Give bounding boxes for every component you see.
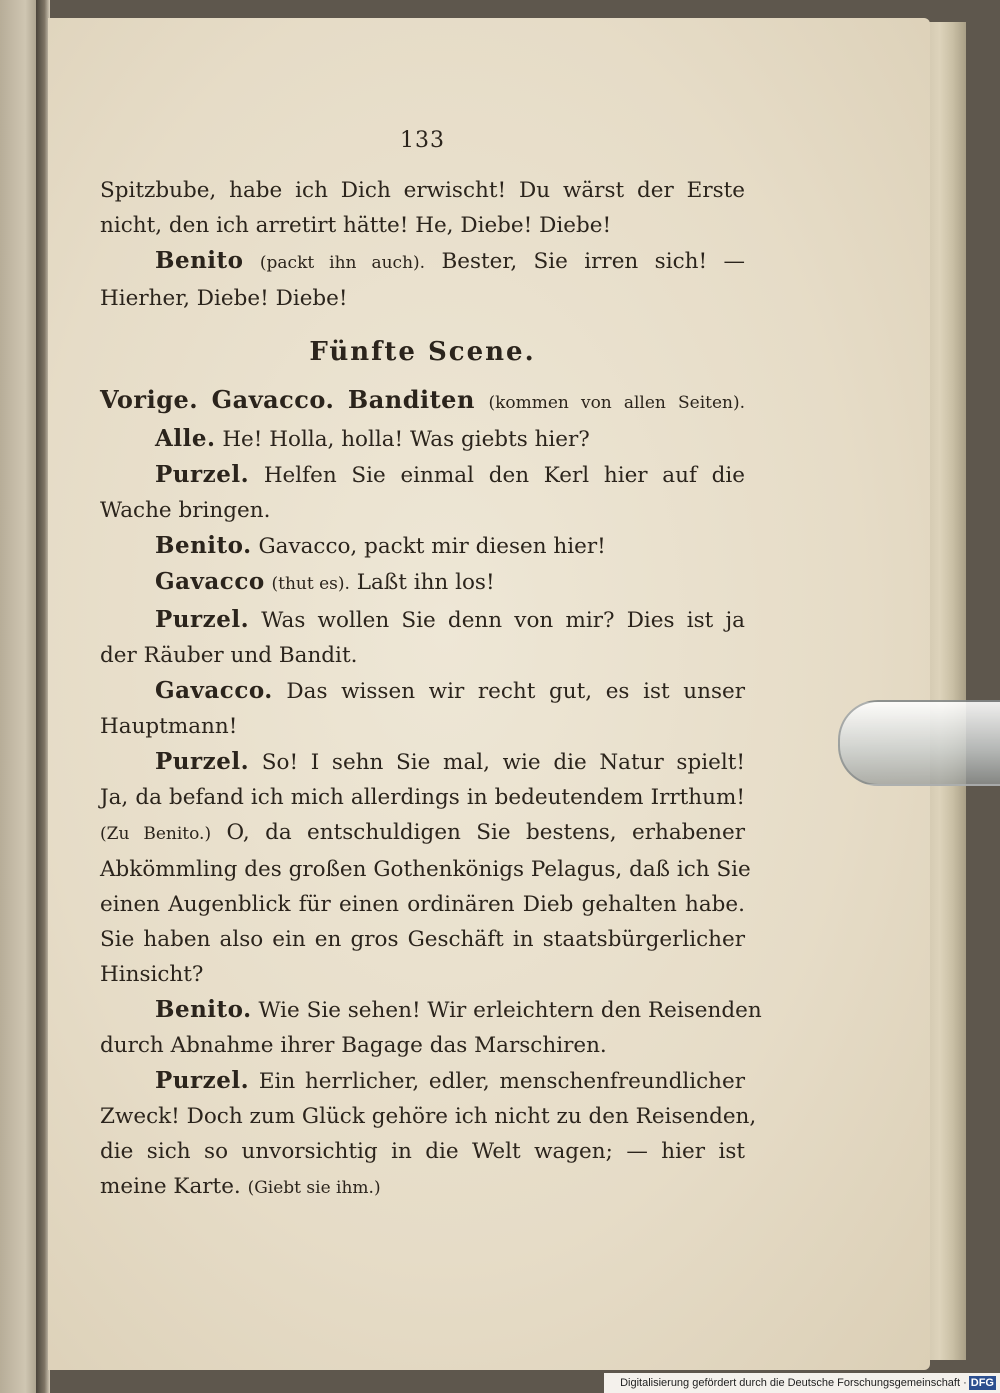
stage-direction: (thut es).: [271, 574, 350, 594]
speaker-name: Gavacco.: [155, 677, 273, 704]
page-text: [100, 128, 762, 1206]
dialogue-text: Hauptmann!: [100, 714, 238, 739]
speech-line: [100, 528, 745, 564]
speech-line: [100, 564, 745, 602]
stage-direction: (Zu Benito.): [100, 824, 212, 844]
speaker-name: Gavacco: [155, 568, 265, 595]
text-line: [100, 493, 745, 528]
dfg-logo: DFG: [970, 1377, 994, 1389]
text-line: [100, 1028, 745, 1063]
footer-credit: [604, 1373, 1000, 1393]
dialogue-text: Bester, Sie irren sich! —: [441, 249, 746, 274]
dialogue-text: Ein herrlicher, edler, menschenfreundlicher: [258, 1069, 745, 1094]
dialogue-text: durch Abnahme ihrer Bagage das Marschiren.: [100, 1033, 607, 1058]
dialogue-text: So! I sehn Sie mal, wie die Natur spielt!: [261, 750, 745, 775]
speech-line: [100, 421, 745, 457]
dialogue-text: Zweck! Doch zum Glück gehöre ich nicht zu den Reisenden,: [100, 1104, 757, 1129]
dialogue-text: nicht, den ich arretirt hätte! He, Diebe! Diebe!: [100, 213, 612, 238]
speech-line: [100, 457, 745, 493]
dialogue-text: der Räuber und Bandit.: [100, 643, 358, 668]
speech-line: [100, 602, 745, 638]
dialogue-text: Hierher, Diebe! Diebe!: [100, 286, 348, 311]
speech-line: [100, 673, 745, 709]
cast-name: Vorige.: [100, 385, 199, 414]
dialogue-text: einen Augenblick für einen ordinären Dieb gehalten habe.: [100, 892, 745, 917]
text-line: [100, 815, 745, 852]
text-line: [100, 887, 745, 922]
dialogue-text: Das wissen wir recht gut, es ist unser: [286, 679, 745, 704]
dialogue-text: Laßt ihn los!: [356, 570, 495, 595]
text-line: [100, 281, 745, 316]
speaker-name: Purzel.: [155, 1067, 250, 1094]
text-line: [100, 957, 745, 992]
speaker-name: Benito: [155, 247, 244, 274]
text-line: [100, 208, 745, 243]
cast-name: Banditen: [347, 385, 475, 414]
text-line: [100, 1134, 745, 1169]
stage-direction: (Giebt sie ihm.): [247, 1178, 381, 1198]
dialogue-text: Sie haben also ein en gros Geschäft in staatsbürgerlicher: [100, 927, 745, 952]
cast-name: Gavacco.: [211, 385, 335, 414]
dialogue-text: Wache bringen.: [100, 498, 271, 523]
dialogue-text: He! Holla, holla! Was giebts hier?: [222, 427, 590, 452]
speaker-name: Purzel.: [155, 461, 250, 488]
text-line: [100, 1169, 745, 1206]
text-line: [100, 173, 745, 208]
speaker-name: Benito.: [155, 532, 252, 559]
speech-line: [100, 992, 762, 1028]
dialogue-text: Ja, da befand ich mich allerdings in bedeutendem Irrthum!: [100, 785, 745, 810]
page-marker-tab: [838, 700, 1000, 786]
dialogue-text: Gavacco, packt mir diesen hier!: [258, 534, 606, 559]
text-line: [100, 709, 745, 744]
text-line: [100, 638, 745, 673]
stage-direction: (packt ihn auch).: [259, 253, 426, 273]
dialogue-text: meine Karte.: [100, 1174, 241, 1199]
footer-text: Digitalisierung gefördert durch die Deutsche Forschungsgemeinschaft ·: [620, 1377, 967, 1389]
text-line: [100, 852, 751, 887]
cast-list: [100, 382, 745, 421]
dialogue-text: Wie Sie sehen! Wir erleichtern den Reisenden: [258, 998, 762, 1023]
text-lines: [100, 173, 762, 1206]
speech-line: [100, 744, 745, 780]
text-line: [100, 922, 745, 957]
dialogue-text: die sich so unvorsichtig in die Welt wagen; — hier ist: [100, 1139, 745, 1164]
dialogue-text: Hinsicht?: [100, 962, 204, 987]
text-line: [100, 780, 745, 815]
speaker-name: Benito.: [155, 996, 252, 1023]
speaker-name: Purzel.: [155, 606, 250, 633]
speech-line: [100, 243, 745, 281]
dialogue-text: Spitzbube, habe ich Dich erwischt! Du wärst der Erste: [100, 178, 745, 203]
text-line: [100, 1099, 757, 1134]
dialogue-text: Abkömmling des großen Gothenkönigs Pelagus, daß ich Sie: [100, 857, 751, 882]
speaker-name: Purzel.: [155, 748, 250, 775]
dialogue-text: Was wollen Sie denn von mir? Dies ist ja: [261, 608, 745, 633]
speaker-name: Alle.: [155, 425, 216, 452]
scene-heading: Fünfte Scene.: [309, 337, 536, 367]
dialogue-text: O, da entschuldigen Sie bestens, erhabener: [226, 820, 745, 845]
stage-direction: (kommen von allen Seiten).: [488, 393, 746, 413]
speech-line: [100, 1063, 745, 1099]
page-number: 133: [400, 128, 445, 153]
dialogue-text: Helfen Sie einmal den Kerl hier auf die: [263, 463, 745, 488]
